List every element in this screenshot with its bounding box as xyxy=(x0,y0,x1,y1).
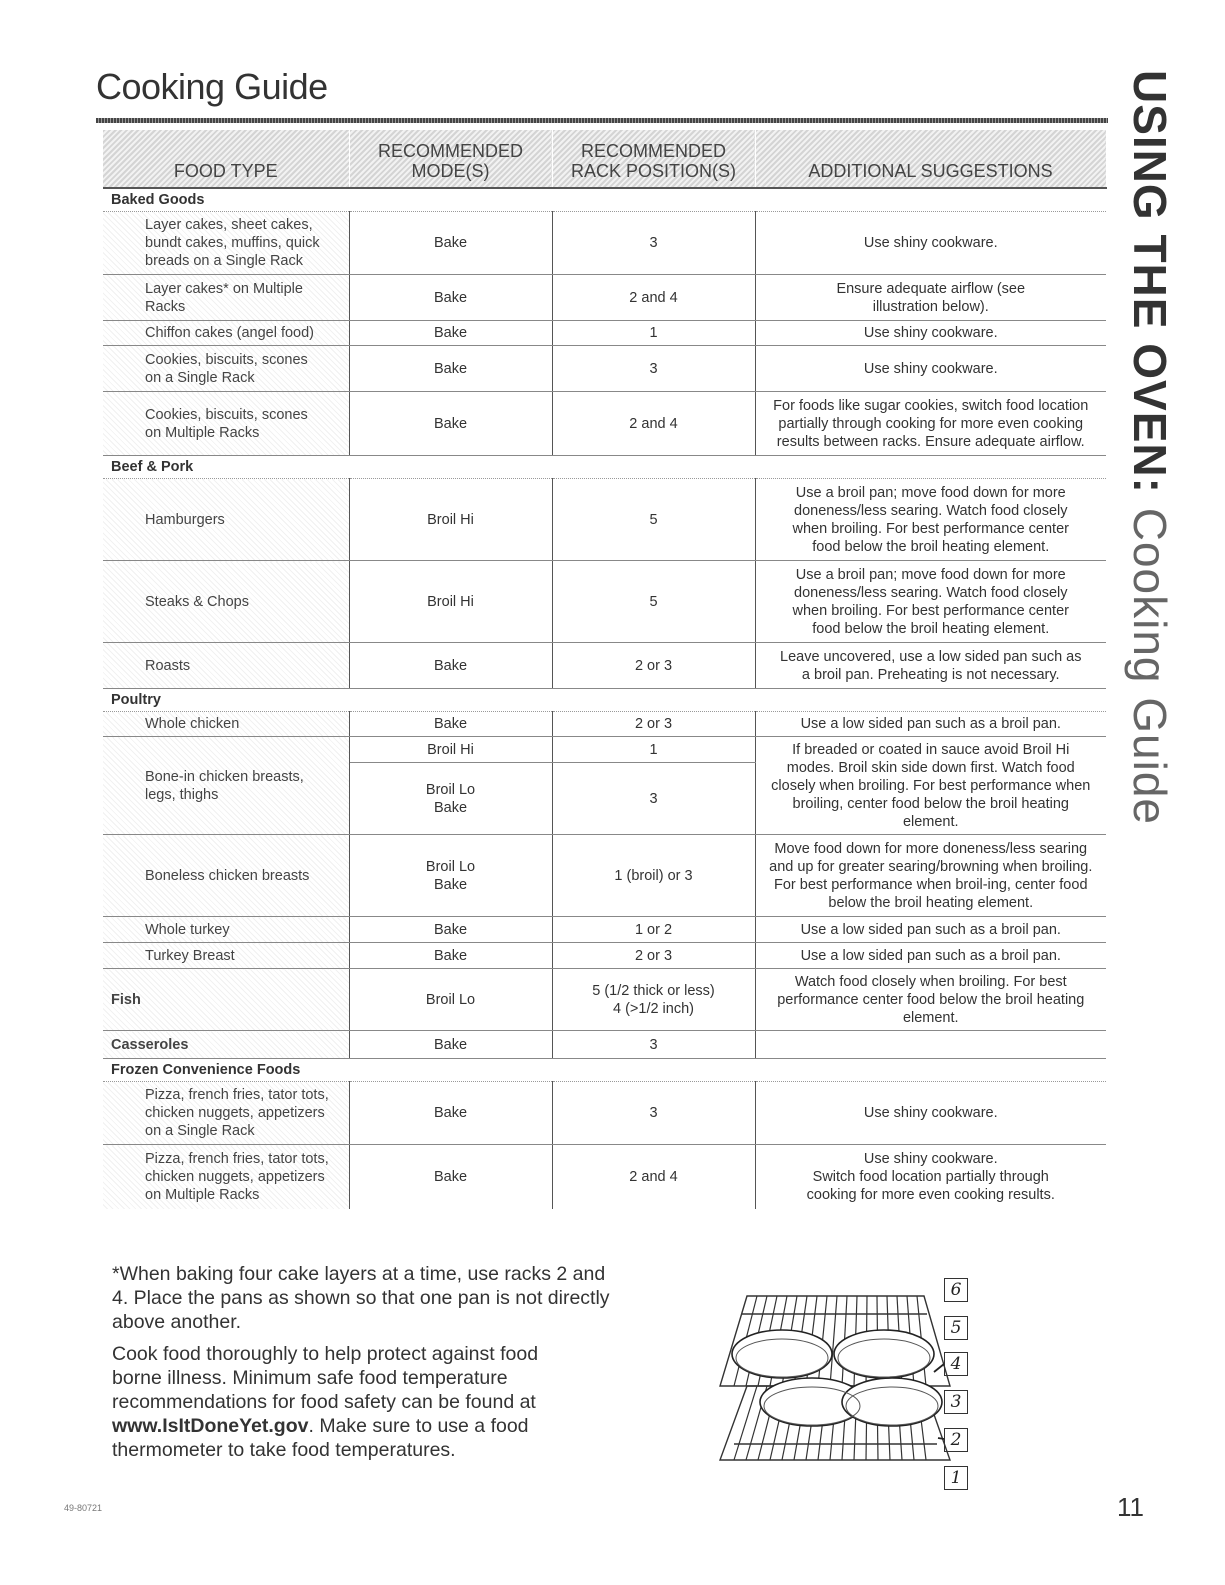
rack-cell: 2 or 3 xyxy=(552,643,755,689)
category-row xyxy=(103,689,1106,712)
header-row xyxy=(103,130,1106,188)
suggestion-cell: If breaded or coated in sauce avoid Broil Hi modes. Broil skin side down first. Watch food closely when broiling. For best performance when broiling, center food below the broil heating element. xyxy=(755,737,1106,835)
side-banner-bold: USING THE OVEN: xyxy=(1124,70,1176,494)
food-cell: Steaks & Chops xyxy=(103,561,349,643)
mode-cell: Bake xyxy=(349,275,552,321)
rack-cell: 1 xyxy=(552,737,755,763)
food-safety-note: Cook food thoroughly to help protect against food borne illness. Minimum safe food temperature recommendations for food safety can be found at www.IsItDoneYet.gov. Make sure to use a food thermometer to take food temperatures. xyxy=(112,1343,539,1461)
category-label: Baked Goods xyxy=(103,188,1106,212)
suggestion-cell: For foods like sugar cookies, switch food location partially through cooking for more even cooking results between racks. Ensure adequate airflow. xyxy=(755,392,1106,456)
rack-label-2: 2 xyxy=(944,1428,968,1452)
mode-cell: Broil Lo Bake xyxy=(349,763,552,835)
suggestion-cell: Watch food closely when broiling. For best performance center food below the broil heating element. xyxy=(755,969,1106,1031)
side-banner-light: Cooking Guide xyxy=(1124,493,1176,826)
rack-cell: 5 xyxy=(552,561,755,643)
mode-cell: Bake xyxy=(349,1145,552,1209)
rack-cell: 3 xyxy=(552,212,755,275)
mode-cell: Broil Hi xyxy=(349,479,552,561)
header-modes: RECOMMENDED MODE(S) xyxy=(349,130,552,188)
suggestion-cell: Use shiny cookware. Switch food location partially through cooking for more even cooking results. xyxy=(806,1150,1055,1203)
mode-cell: Broil Lo Bake xyxy=(349,835,552,917)
mode-cell: Broil Hi xyxy=(349,737,552,763)
table-row xyxy=(103,712,1106,737)
food-cell: Pizza, french fries, tator tots, chicken nuggets, appetizers on a Single Rack xyxy=(103,1082,349,1145)
category-row xyxy=(103,188,1106,212)
rack-cell: 2 and 4 xyxy=(552,1145,755,1209)
mode-cell: Bake xyxy=(349,643,552,689)
rack-cell: 1 (broil) or 3 xyxy=(552,835,755,917)
suggestion-cell: Use a broil pan; move food down for more doneness/less searing. Watch food closely when broiling. For best performance center food below the broil heating element. xyxy=(755,561,1106,643)
suggestion-cell: Use a low sided pan such as a broil pan. xyxy=(755,943,1106,969)
rack-cell: 3 xyxy=(552,1031,755,1059)
table-row xyxy=(103,917,1106,943)
table-row xyxy=(103,643,1106,689)
food-cell: Roasts xyxy=(103,643,349,689)
mode-cell: Bake xyxy=(349,943,552,969)
food-cell: Boneless chicken breasts xyxy=(103,835,349,917)
mode-cell: Bake xyxy=(349,321,552,346)
suggestion-cell: Use shiny cookware. xyxy=(755,321,1106,346)
rack-cell: 2 and 4 xyxy=(552,275,755,321)
food-cell: Whole turkey xyxy=(103,917,349,943)
rack-label-6: 6 xyxy=(944,1278,968,1302)
suggestion-cell: Ensure adequate airflow (see illustration below). xyxy=(755,275,1106,321)
mode-cell: Bake xyxy=(349,212,552,275)
rack-label-4: 4 xyxy=(944,1352,968,1376)
title-rule xyxy=(96,118,1108,123)
category-label: Fish xyxy=(103,969,349,1031)
table-row xyxy=(103,479,1106,561)
rack-cell: 2 or 3 xyxy=(552,943,755,969)
suggestion-cell: Use a low sided pan such as a broil pan. xyxy=(755,712,1106,737)
page-title: Cooking Guide xyxy=(96,66,328,107)
food-cell: Turkey Breast xyxy=(103,943,349,969)
table-row xyxy=(103,212,1106,275)
suggestion-cell: Use a broil pan; move food down for more doneness/less searing. Watch food closely when broiling. For best performance center food below the broil heating element. xyxy=(755,479,1106,561)
food-cell: Whole chicken xyxy=(103,712,349,737)
food-cell: Cookies, biscuits, scones on Multiple Racks xyxy=(103,392,349,456)
category-label: Beef & Pork xyxy=(103,456,1106,479)
category-label: Frozen Convenience Foods xyxy=(103,1059,1106,1082)
food-cell: Layer cakes* on Multiple Racks xyxy=(103,275,349,321)
table-row xyxy=(103,346,1106,392)
mode-cell: Bake xyxy=(349,346,552,392)
mode-cell: Bake xyxy=(349,1082,552,1145)
mode-cell: Bake xyxy=(349,917,552,943)
suggestion-cell: Use shiny cookware. xyxy=(755,212,1106,275)
food-cell: Layer cakes, sheet cakes, bundt cakes, muffins, quick breads on a Single Rack xyxy=(103,212,349,275)
rack-cell: 3 xyxy=(552,763,755,835)
rack-label-3: 3 xyxy=(944,1390,968,1414)
table-row xyxy=(103,321,1106,346)
category-label: Poultry xyxy=(103,689,1106,712)
table-row xyxy=(103,1031,1106,1059)
suggestion-cell: Use shiny cookware. xyxy=(755,1082,1106,1145)
suggestion-cell: Use a low sided pan such as a broil pan. xyxy=(755,917,1106,943)
table-row xyxy=(103,561,1106,643)
table-row xyxy=(103,392,1106,456)
food-cell: Pizza, french fries, tator tots, chicken nuggets, appetizers on Multiple Racks xyxy=(103,1145,349,1209)
suggestion-cell xyxy=(755,1031,1106,1059)
document-code: 49-80721 xyxy=(64,1503,103,1513)
oven-rack-icon xyxy=(712,1274,1002,1494)
page-number: 11 xyxy=(1117,1492,1144,1522)
mode-cell: Broil Hi xyxy=(349,561,552,643)
table-row xyxy=(103,275,1106,321)
rack-cell: 2 and 4 xyxy=(552,392,755,456)
table-row xyxy=(103,969,1106,1031)
food-cell: Hamburgers xyxy=(103,479,349,561)
table-row xyxy=(103,835,1106,917)
rack-cell: 2 or 3 xyxy=(552,712,755,737)
mode-cell: Bake xyxy=(349,712,552,737)
suggestion-cell: Leave uncovered, use a low sided pan such as a broil pan. Preheating is not necessary. xyxy=(755,643,1106,689)
rack-cell: 1 xyxy=(552,321,755,346)
suggestion-cell: Use shiny cookware. xyxy=(755,346,1106,392)
rack-illustration xyxy=(712,1274,1002,1494)
side-banner xyxy=(1118,70,1198,826)
table-row xyxy=(103,1145,1106,1209)
cooking-guide-table xyxy=(103,130,1107,1209)
mode-cell: Bake xyxy=(349,392,552,456)
food-cell: Cookies, biscuits, scones on a Single Rack xyxy=(103,346,349,392)
food-cell: Chiffon cakes (angel food) xyxy=(103,321,349,346)
category-row xyxy=(103,1059,1106,1082)
footnote: *When baking four cake layers at a time, use racks 2 and 4. Place the pans as shown so that one pan is not directly above another. xyxy=(112,1263,610,1333)
suggestion-cell: Move food down for more doneness/less searing and up for greater searing/browning when broiling. For best performance when broil-ing, center food below the broil heating element. xyxy=(755,835,1106,917)
header-food-type: FOOD TYPE xyxy=(103,130,349,188)
table-row xyxy=(103,943,1106,969)
safety-url[interactable]: www.IsItDoneYet.gov xyxy=(112,1415,309,1437)
table-row xyxy=(103,1082,1106,1145)
mode-cell: Broil Lo xyxy=(349,969,552,1031)
food-cell: Bone-in chicken breasts, legs, thighs xyxy=(103,737,349,835)
rack-cell: 1 or 2 xyxy=(552,917,755,943)
table-row xyxy=(103,737,1106,763)
rack-cell: 3 xyxy=(552,1082,755,1145)
rack-cell: 5 (1/2 thick or less) 4 (>1/2 inch) xyxy=(552,969,755,1031)
category-row xyxy=(103,456,1106,479)
rack-cell: 5 xyxy=(552,479,755,561)
header-suggestions: ADDITIONAL SUGGESTIONS xyxy=(755,130,1106,188)
mode-cell: Bake xyxy=(349,1031,552,1059)
rack-cell: 3 xyxy=(552,346,755,392)
rack-label-5: 5 xyxy=(944,1316,968,1340)
rack-label-1: 1 xyxy=(944,1466,968,1490)
header-rack-positions: RECOMMENDED RACK POSITION(S) xyxy=(552,130,755,188)
category-label: Casseroles xyxy=(103,1031,349,1059)
